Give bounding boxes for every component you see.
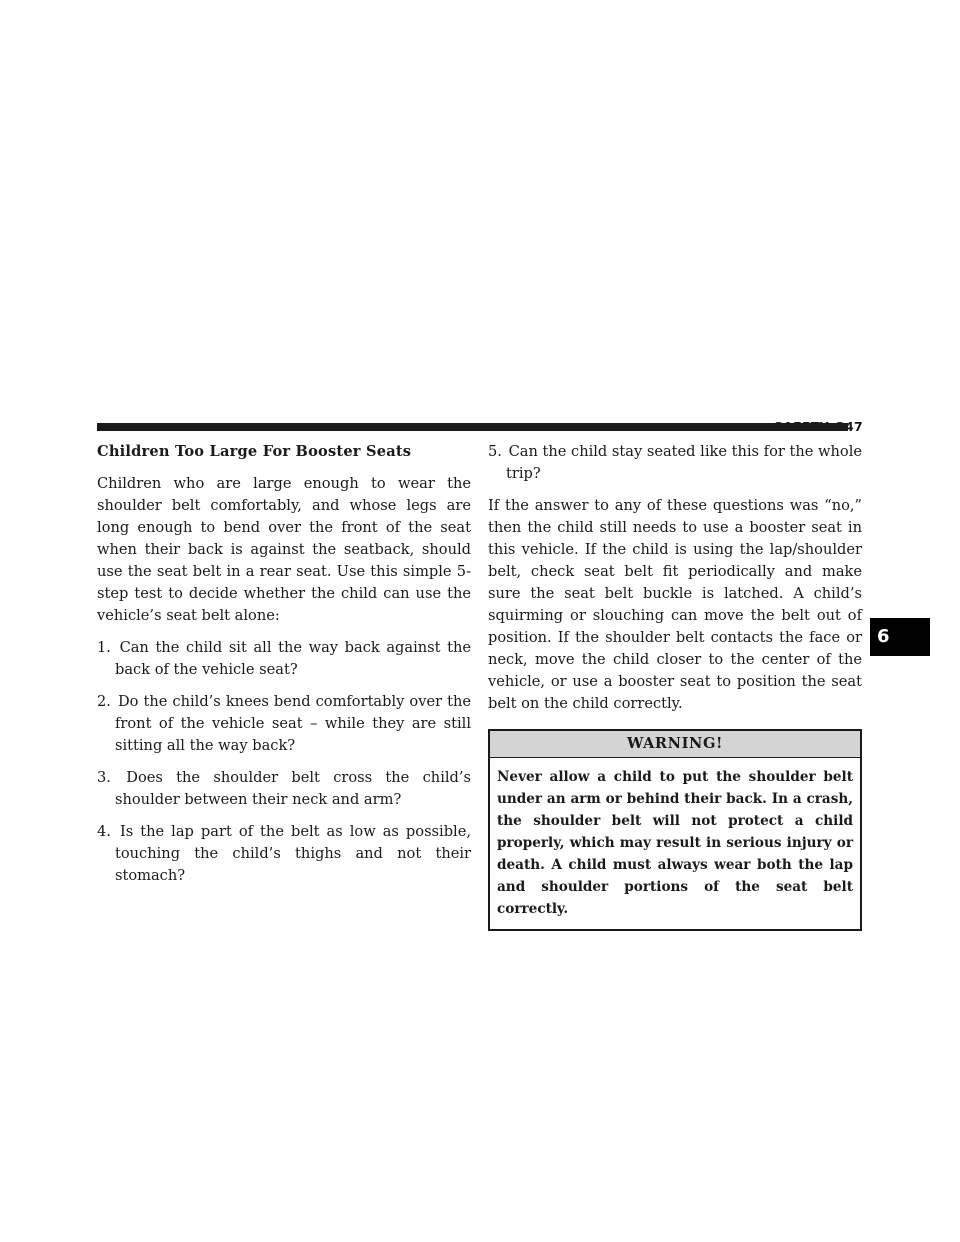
list-item-text: Can the child stay seated like this for the whole trip? xyxy=(506,443,862,482)
list-item-number: 3. xyxy=(97,769,111,786)
list-item xyxy=(488,441,862,485)
left-column xyxy=(97,441,471,897)
section-heading: Children Too Large For Booster Seats xyxy=(97,443,412,460)
intro-paragraph: Children who are large enough to wear the shoulder belt comfortably, and whose legs are long enough to bend over the front of the seat when their back is against the seatback, should use the seat belt in a rear seat. Use this simple 5-step test to decide whether the child can use the vehicle’s seat belt alone: xyxy=(97,475,471,624)
warning-text: Never allow a child to put the shoulder belt under an arm or behind their back. In a crash, the shoulder belt will not protect a child properly, which may result in serious injury or death. A child must always wear both the lap and shoulder portions of the seat belt correctly. xyxy=(497,769,853,917)
list-item-text: Is the lap part of the belt as low as possible, touching the child’s thighs and not their stomach? xyxy=(115,823,471,884)
list-item-text: Can the child sit all the way back against the back of the vehicle seat? xyxy=(115,639,472,678)
list-item xyxy=(97,637,471,681)
header-rule xyxy=(97,423,848,431)
list-item-number: 4. xyxy=(97,823,111,840)
page-number: 247 xyxy=(836,419,863,434)
chapter-tab: 6 xyxy=(870,618,930,656)
list-item-text: Does the shoulder belt cross the child’s shoulder between their neck and arm? xyxy=(115,769,471,808)
test-question-list-continued xyxy=(488,441,862,485)
guidance-paragraph: If the answer to any of these questions was “no,” then the child still needs to use a booster seat in this vehicle. If the child is using the lap/shoulder belt, check seat belt fit periodically and make sure the seat belt buckle is latched. A child’s squirming or slouching can move the belt out of position. If the shoulder belt contacts the face or neck, move the child closer to the center of the vehicle, or use a booster seat to position the seat belt on the child correctly. xyxy=(488,497,862,712)
list-item-text: Do the child’s knees bend comfortably over the front of the vehicle seat – while they are still sitting all the way back? xyxy=(115,693,471,754)
warning-title: WARNING! xyxy=(490,731,860,758)
list-item-number: 1. xyxy=(97,639,111,656)
list-item-number: 2. xyxy=(97,693,111,710)
list-item xyxy=(97,821,471,887)
right-column xyxy=(488,441,862,931)
running-header xyxy=(774,419,863,434)
section-title: SAFETY xyxy=(773,419,829,434)
list-item xyxy=(97,691,471,757)
warning-box xyxy=(488,729,862,931)
list-item-number: 5. xyxy=(488,443,502,460)
test-question-list xyxy=(97,637,471,887)
list-item xyxy=(97,767,471,811)
